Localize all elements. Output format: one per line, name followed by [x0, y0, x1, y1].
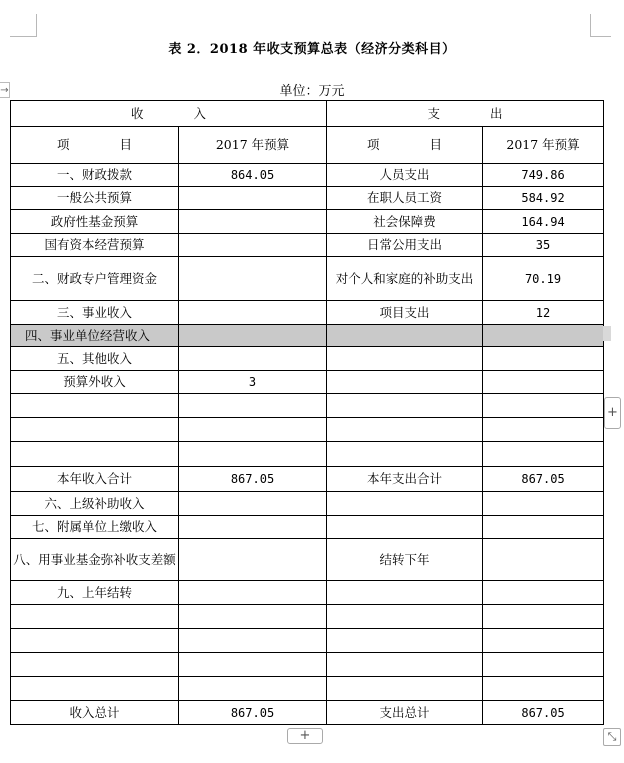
income-value-cell[interactable]	[179, 492, 327, 516]
expense-header[interactable]: 支 出	[327, 101, 604, 127]
expense-item-cell[interactable]	[327, 677, 483, 701]
income-item-cell[interactable]: 一、财政拨款	[11, 164, 179, 187]
income-value-cell[interactable]	[179, 301, 327, 325]
table-row	[11, 605, 604, 629]
income-value-cell[interactable]	[179, 677, 327, 701]
income-item-cell[interactable]: 国有资本经营预算	[11, 234, 179, 257]
expense-value-cell[interactable]	[483, 677, 604, 701]
income-item-col-header[interactable]: 项 目	[11, 127, 179, 164]
income-value-cell[interactable]	[179, 418, 327, 442]
table-row	[11, 629, 604, 653]
income-value-cell[interactable]: 867.05	[179, 467, 327, 492]
income-item-cell[interactable]	[11, 418, 179, 442]
expense-item-cell[interactable]: 本年支出合计	[327, 467, 483, 492]
table-row	[11, 516, 604, 539]
row-shading-extension	[603, 326, 611, 341]
expense-value-cell[interactable]: 584.92	[483, 187, 604, 210]
expense-value-cell[interactable]: 164.94	[483, 210, 604, 234]
expense-item-cell[interactable]	[327, 653, 483, 677]
expense-item-cell[interactable]	[327, 347, 483, 371]
expense-item-cell[interactable]: 在职人员工资	[327, 187, 483, 210]
expense-item-cell[interactable]	[327, 418, 483, 442]
income-item-cell[interactable]	[11, 677, 179, 701]
expense-item-cell[interactable]	[327, 516, 483, 539]
arrow-right-icon[interactable]: →	[0, 82, 10, 98]
table-resize-icon[interactable]: ⤡	[603, 728, 621, 746]
income-value-cell[interactable]: 864.05	[179, 164, 327, 187]
income-item-cell[interactable]: 六、上级补助收入	[11, 492, 179, 516]
income-item-cell[interactable]: 收入总计	[11, 701, 179, 725]
income-item-cell[interactable]: 九、上年结转	[11, 581, 179, 605]
add-row-plus-icon[interactable]: +	[287, 728, 323, 744]
income-budget-col-header[interactable]: 2017 年预算	[179, 127, 327, 164]
table-row	[11, 581, 604, 605]
add-column-plus-icon[interactable]: +	[604, 397, 621, 429]
income-value-cell[interactable]	[179, 234, 327, 257]
expense-item-cell[interactable]	[327, 629, 483, 653]
expense-item-cell[interactable]: 日常公用支出	[327, 234, 483, 257]
income-item-cell[interactable]: 本年收入合计	[11, 467, 179, 492]
income-item-cell[interactable]: 七、附属单位上缴收入	[11, 516, 179, 539]
expense-item-col-header[interactable]: 项 目	[327, 127, 483, 164]
income-item-cell[interactable]: 八、用事业基金弥补收支差额	[11, 539, 179, 581]
income-value-cell[interactable]	[179, 539, 327, 581]
document-title: 表 2．2018 年收支预算总表（经济分类科目）	[168, 42, 456, 57]
table-row-total	[11, 701, 604, 725]
expense-value-cell[interactable]: 749.86	[483, 164, 604, 187]
income-header[interactable]: 收 入	[11, 101, 327, 127]
expense-value-cell[interactable]	[483, 516, 604, 539]
table-row	[11, 257, 604, 301]
expense-value-cell[interactable]: 35	[483, 234, 604, 257]
table-row-highlighted	[11, 325, 604, 347]
income-value-cell[interactable]	[179, 187, 327, 210]
table-row	[11, 492, 604, 516]
income-value-cell[interactable]	[179, 325, 327, 347]
expense-value-cell[interactable]	[483, 629, 604, 653]
page-corner-mark-top-left	[10, 14, 37, 37]
expense-value-cell[interactable]: 70.19	[483, 257, 604, 301]
table-row	[11, 677, 604, 701]
expense-value-cell[interactable]	[483, 653, 604, 677]
unit-label: 单位：万元	[279, 84, 345, 99]
income-item-cell[interactable]: 四、事业单位经营收入	[11, 325, 179, 347]
expense-value-cell[interactable]: 867.05	[483, 701, 604, 725]
table-row	[11, 394, 604, 418]
expense-value-cell[interactable]	[483, 605, 604, 629]
budget-table	[10, 100, 604, 725]
income-value-cell[interactable]	[179, 605, 327, 629]
table-row	[11, 371, 604, 394]
expense-item-cell[interactable]: 支出总计	[327, 701, 483, 725]
expense-item-cell[interactable]: 人员支出	[327, 164, 483, 187]
table-subheader-row	[11, 127, 604, 164]
page-corner-mark-top-right	[590, 14, 611, 37]
table-row	[11, 187, 604, 210]
table-row	[11, 442, 604, 467]
expense-item-cell[interactable]	[327, 605, 483, 629]
table-row	[11, 301, 604, 325]
income-item-cell[interactable]	[11, 605, 179, 629]
expense-value-cell[interactable]: 867.05	[483, 467, 604, 492]
expense-value-cell[interactable]	[483, 325, 604, 347]
expense-item-cell[interactable]	[327, 581, 483, 605]
expense-item-cell[interactable]: 社会保障费	[327, 210, 483, 234]
expense-budget-col-header[interactable]: 2017 年预算	[483, 127, 604, 164]
income-value-cell[interactable]: 867.05	[179, 701, 327, 725]
expense-value-cell[interactable]	[483, 581, 604, 605]
income-item-cell[interactable]: 二、财政专户管理资金	[11, 257, 179, 301]
income-value-cell[interactable]	[179, 257, 327, 301]
table-row	[11, 347, 604, 371]
income-item-cell[interactable]	[11, 442, 179, 467]
table-row	[11, 234, 604, 257]
income-value-cell[interactable]	[179, 629, 327, 653]
expense-item-cell[interactable]: 对个人和家庭的补助支出	[327, 257, 483, 301]
table-header-row	[11, 101, 604, 127]
income-item-cell[interactable]: 五、其他收入	[11, 347, 179, 371]
table-row	[11, 418, 604, 442]
income-item-cell[interactable]: 一般公共预算	[11, 187, 179, 210]
expense-item-cell[interactable]	[327, 371, 483, 394]
expense-value-cell[interactable]	[483, 442, 604, 467]
expense-item-cell[interactable]: 项目支出	[327, 301, 483, 325]
expense-value-cell[interactable]	[483, 539, 604, 581]
income-value-cell[interactable]	[179, 347, 327, 371]
income-item-cell[interactable]	[11, 629, 179, 653]
income-value-cell[interactable]: 3	[179, 371, 327, 394]
expense-value-cell[interactable]: 12	[483, 301, 604, 325]
expense-item-cell[interactable]	[327, 442, 483, 467]
income-value-cell[interactable]	[179, 516, 327, 539]
expense-value-cell[interactable]	[483, 418, 604, 442]
income-item-cell[interactable]: 政府性基金预算	[11, 210, 179, 234]
income-item-cell[interactable]: 三、事业收入	[11, 301, 179, 325]
expense-item-cell[interactable]	[327, 394, 483, 418]
income-item-cell[interactable]: 预算外收入	[11, 371, 179, 394]
income-value-cell[interactable]	[179, 442, 327, 467]
expense-item-cell[interactable]: 结转下年	[327, 539, 483, 581]
table-row	[11, 653, 604, 677]
table-row	[11, 210, 604, 234]
expense-value-cell[interactable]	[483, 394, 604, 418]
expense-value-cell[interactable]	[483, 492, 604, 516]
income-item-cell[interactable]	[11, 653, 179, 677]
income-item-cell[interactable]	[11, 394, 179, 418]
expense-value-cell[interactable]	[483, 347, 604, 371]
table-row	[11, 164, 604, 187]
income-value-cell[interactable]	[179, 653, 327, 677]
table-row	[11, 539, 604, 581]
expense-item-cell[interactable]	[327, 325, 483, 347]
income-value-cell[interactable]	[179, 210, 327, 234]
expense-item-cell[interactable]	[327, 492, 483, 516]
income-value-cell[interactable]	[179, 581, 327, 605]
table-row-subtotal	[11, 467, 604, 492]
expense-value-cell[interactable]	[483, 371, 604, 394]
income-value-cell[interactable]	[179, 394, 327, 418]
